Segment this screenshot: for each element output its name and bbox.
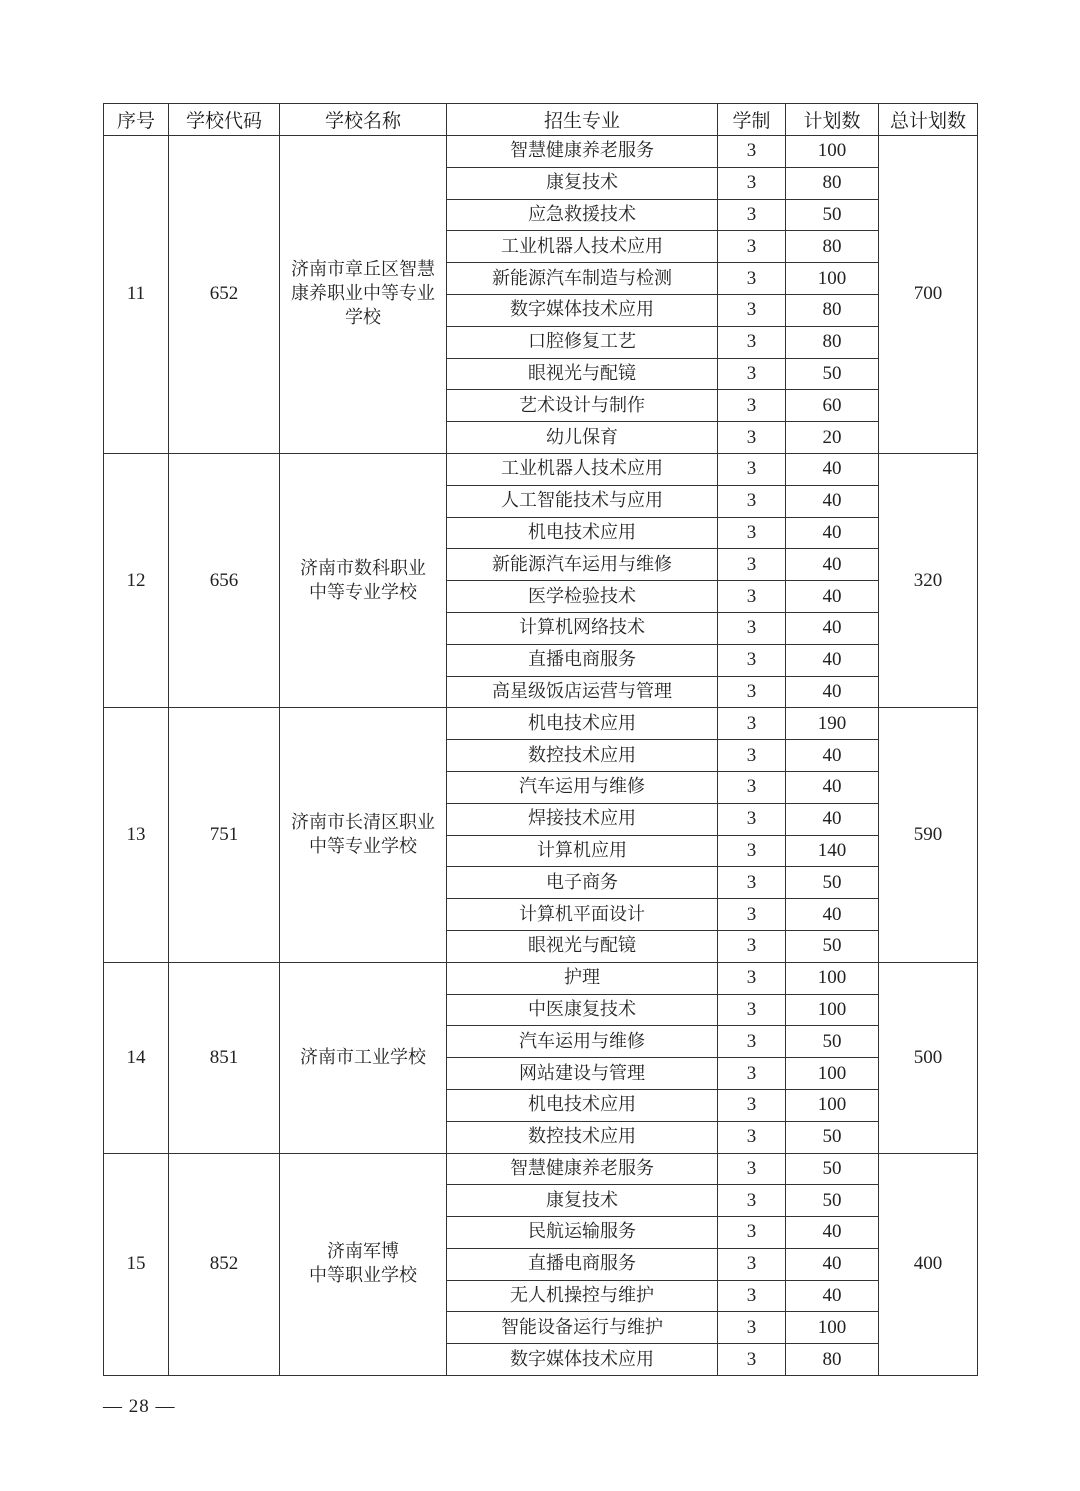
major-name: 人工智能技术与应用 xyxy=(447,485,718,517)
study-years: 3 xyxy=(718,1312,786,1344)
plan-count: 100 xyxy=(786,994,879,1026)
study-years: 3 xyxy=(718,1344,786,1376)
major-name: 中医康复技术 xyxy=(447,994,718,1026)
study-years: 3 xyxy=(718,390,786,422)
study-years: 3 xyxy=(718,1280,786,1312)
table-row xyxy=(104,962,978,994)
plan-count: 100 xyxy=(786,962,879,994)
study-years: 3 xyxy=(718,326,786,358)
school-name-line: 学校 xyxy=(345,307,381,329)
major-name: 焊接技术应用 xyxy=(447,803,718,835)
major-name: 新能源汽车制造与检测 xyxy=(447,263,718,295)
study-years: 3 xyxy=(718,1248,786,1280)
plan-count: 60 xyxy=(786,390,879,422)
study-years: 3 xyxy=(718,1121,786,1153)
major-name: 汽车运用与维修 xyxy=(447,1026,718,1058)
plan-count: 100 xyxy=(786,1058,879,1090)
plan-count: 50 xyxy=(786,930,879,962)
study-years: 3 xyxy=(718,358,786,390)
plan-count: 40 xyxy=(786,676,879,708)
plan-count: 40 xyxy=(786,581,879,613)
school-name xyxy=(280,453,447,707)
major-name: 高星级饭店运营与管理 xyxy=(447,676,718,708)
major-name: 数字媒体技术应用 xyxy=(447,294,718,326)
school-name xyxy=(280,962,447,1153)
major-name: 直播电商服务 xyxy=(447,644,718,676)
study-years: 3 xyxy=(718,740,786,772)
major-name: 智慧健康养老服务 xyxy=(447,136,718,168)
study-years: 3 xyxy=(718,231,786,263)
plan-count: 50 xyxy=(786,1185,879,1217)
table-row xyxy=(104,136,978,168)
study-years: 3 xyxy=(718,676,786,708)
school-name-line: 济南市工业学校 xyxy=(300,1046,426,1068)
plan-count: 140 xyxy=(786,835,879,867)
study-years: 3 xyxy=(718,453,786,485)
plan-count: 50 xyxy=(786,867,879,899)
major-name: 无人机操控与维护 xyxy=(447,1280,718,1312)
major-name: 网站建设与管理 xyxy=(447,1058,718,1090)
study-years: 3 xyxy=(718,199,786,231)
major-name: 康复技术 xyxy=(447,167,718,199)
major-name: 民航运输服务 xyxy=(447,1217,718,1249)
table-row xyxy=(104,708,978,740)
major-name: 工业机器人技术应用 xyxy=(447,231,718,263)
study-years: 3 xyxy=(718,517,786,549)
plan-count: 50 xyxy=(786,1026,879,1058)
major-name: 计算机网络技术 xyxy=(447,612,718,644)
study-years: 3 xyxy=(718,994,786,1026)
major-name: 康复技术 xyxy=(447,1185,718,1217)
major-name: 口腔修复工艺 xyxy=(447,326,718,358)
school-name-line: 济南军博 xyxy=(327,1241,399,1263)
plan-count: 80 xyxy=(786,167,879,199)
school-name-line: 中等职业学校 xyxy=(309,1265,417,1287)
study-years: 3 xyxy=(718,136,786,168)
study-years: 3 xyxy=(718,644,786,676)
header-index: 序号 xyxy=(104,104,169,136)
school-index: 13 xyxy=(104,708,169,962)
total-plan: 500 xyxy=(879,962,978,1153)
plan-count: 40 xyxy=(786,1280,879,1312)
major-name: 计算机应用 xyxy=(447,835,718,867)
study-years: 3 xyxy=(718,1089,786,1121)
total-plan: 590 xyxy=(879,708,978,962)
study-years: 3 xyxy=(718,263,786,295)
study-years: 3 xyxy=(718,867,786,899)
plan-count: 80 xyxy=(786,231,879,263)
major-name: 机电技术应用 xyxy=(447,517,718,549)
study-years: 3 xyxy=(718,422,786,454)
plan-count: 40 xyxy=(786,549,879,581)
plan-count: 40 xyxy=(786,517,879,549)
school-name-line: 济南市数科职业 xyxy=(300,557,426,579)
plan-count: 40 xyxy=(786,644,879,676)
study-years: 3 xyxy=(718,1026,786,1058)
header-school-name: 学校名称 xyxy=(280,104,447,136)
major-name: 眼视光与配镜 xyxy=(447,358,718,390)
plan-count: 40 xyxy=(786,1217,879,1249)
plan-count: 80 xyxy=(786,1344,879,1376)
study-years: 3 xyxy=(718,930,786,962)
plan-count: 40 xyxy=(786,740,879,772)
major-name: 眼视光与配镜 xyxy=(447,930,718,962)
school-code: 656 xyxy=(169,453,280,707)
plan-count: 40 xyxy=(786,899,879,931)
plan-count: 50 xyxy=(786,1121,879,1153)
school-name xyxy=(280,136,447,454)
plan-count: 50 xyxy=(786,1153,879,1185)
study-years: 3 xyxy=(718,1185,786,1217)
school-name-line: 中等专业学校 xyxy=(309,581,417,603)
school-name-line: 康养职业中等专业 xyxy=(291,283,435,305)
study-years: 3 xyxy=(718,803,786,835)
table-row xyxy=(104,1153,978,1185)
major-name: 护理 xyxy=(447,962,718,994)
study-years: 3 xyxy=(718,167,786,199)
header-major: 招生专业 xyxy=(447,104,718,136)
header-plan: 计划数 xyxy=(786,104,879,136)
plan-count: 100 xyxy=(786,136,879,168)
plan-count: 190 xyxy=(786,708,879,740)
major-name: 直播电商服务 xyxy=(447,1248,718,1280)
school-index: 12 xyxy=(104,453,169,707)
major-name: 机电技术应用 xyxy=(447,708,718,740)
major-name: 幼儿保育 xyxy=(447,422,718,454)
study-years: 3 xyxy=(718,485,786,517)
school-name xyxy=(280,1153,447,1376)
school-index: 14 xyxy=(104,962,169,1153)
study-years: 3 xyxy=(718,612,786,644)
study-years: 3 xyxy=(718,1058,786,1090)
school-name-line: 中等专业学校 xyxy=(309,836,417,858)
major-name: 智慧健康养老服务 xyxy=(447,1153,718,1185)
header-school-code: 学校代码 xyxy=(169,104,280,136)
page-number: — 28 — xyxy=(103,1396,176,1417)
study-years: 3 xyxy=(718,549,786,581)
plan-count: 40 xyxy=(786,1248,879,1280)
plan-count: 20 xyxy=(786,422,879,454)
study-years: 3 xyxy=(718,835,786,867)
major-name: 智能设备运行与维护 xyxy=(447,1312,718,1344)
plan-count: 100 xyxy=(786,263,879,295)
major-name: 新能源汽车运用与维修 xyxy=(447,549,718,581)
school-index: 11 xyxy=(104,136,169,454)
major-name: 数字媒体技术应用 xyxy=(447,1344,718,1376)
plan-count: 50 xyxy=(786,199,879,231)
header-total-plan: 总计划数 xyxy=(879,104,978,136)
plan-count: 50 xyxy=(786,358,879,390)
plan-count: 40 xyxy=(786,453,879,485)
plan-count: 100 xyxy=(786,1312,879,1344)
study-years: 3 xyxy=(718,771,786,803)
school-name-line: 济南市长清区职业 xyxy=(291,812,435,834)
table-header xyxy=(104,104,978,136)
school-index: 15 xyxy=(104,1153,169,1376)
major-name: 艺术设计与制作 xyxy=(447,390,718,422)
plan-count: 40 xyxy=(786,612,879,644)
plan-count: 80 xyxy=(786,326,879,358)
table-body xyxy=(104,136,978,1376)
study-years: 3 xyxy=(718,581,786,613)
study-years: 3 xyxy=(718,708,786,740)
major-name: 汽车运用与维修 xyxy=(447,771,718,803)
school-name-line: 济南市章丘区智慧 xyxy=(291,259,435,281)
major-name: 数控技术应用 xyxy=(447,740,718,772)
plan-count: 40 xyxy=(786,771,879,803)
plan-count: 80 xyxy=(786,294,879,326)
major-name: 数控技术应用 xyxy=(447,1121,718,1153)
total-plan: 400 xyxy=(879,1153,978,1376)
study-years: 3 xyxy=(718,899,786,931)
school-code: 652 xyxy=(169,136,280,454)
enrollment-plan-table xyxy=(103,103,978,1376)
major-name: 工业机器人技术应用 xyxy=(447,453,718,485)
school-code: 852 xyxy=(169,1153,280,1376)
study-years: 3 xyxy=(718,1153,786,1185)
total-plan: 700 xyxy=(879,136,978,454)
header-row xyxy=(104,104,978,136)
study-years: 3 xyxy=(718,294,786,326)
school-code: 751 xyxy=(169,708,280,962)
major-name: 应急救援技术 xyxy=(447,199,718,231)
major-name: 医学检验技术 xyxy=(447,581,718,613)
major-name: 机电技术应用 xyxy=(447,1089,718,1121)
major-name: 计算机平面设计 xyxy=(447,899,718,931)
study-years: 3 xyxy=(718,1217,786,1249)
header-years: 学制 xyxy=(718,104,786,136)
plan-count: 40 xyxy=(786,485,879,517)
plan-count: 100 xyxy=(786,1089,879,1121)
plan-count: 40 xyxy=(786,803,879,835)
table-row xyxy=(104,453,978,485)
total-plan: 320 xyxy=(879,453,978,707)
school-name xyxy=(280,708,447,962)
school-code: 851 xyxy=(169,962,280,1153)
major-name: 电子商务 xyxy=(447,867,718,899)
study-years: 3 xyxy=(718,962,786,994)
